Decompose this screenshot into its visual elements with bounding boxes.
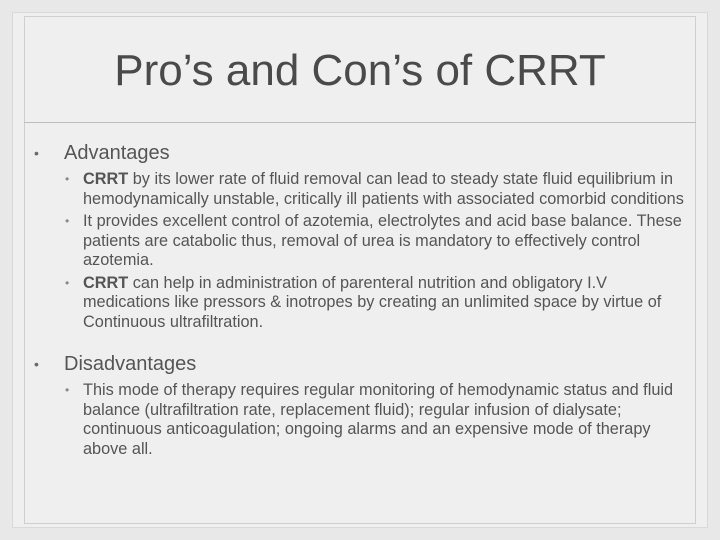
bullet-icon: • xyxy=(65,383,70,397)
list-item xyxy=(28,170,688,209)
slide-title: Pro’s and Con’s of CRRT xyxy=(114,46,606,95)
disadvantages-heading: Disadvantages xyxy=(64,353,197,375)
list-item xyxy=(28,212,688,271)
item-text: It provides excellent control of azotemia, electrolytes and acid base balance. These patients are catabolic thus, removal of urea is mandatory to effectively control azotemia. xyxy=(83,212,682,269)
bullet-icon: • xyxy=(34,356,39,372)
disadvantages-section xyxy=(28,351,688,459)
advantages-section xyxy=(28,140,688,332)
item-text: can help in administration of parenteral nutrition and obligatory I.V medications like pressors & inotropes by creating an unlimited space by virtue of Continuous ultrafiltration. xyxy=(83,273,662,331)
bullet-icon: • xyxy=(34,145,39,161)
disadvantages-list xyxy=(28,381,688,459)
bullet-icon: • xyxy=(65,275,70,290)
advantages-list xyxy=(28,170,688,332)
item-lead: CRRT xyxy=(83,273,129,292)
section-spacer xyxy=(28,335,688,351)
bullet-icon: • xyxy=(65,172,70,186)
list-item xyxy=(28,381,688,459)
item-text: This mode of therapy requires regular monitoring of hemodynamic status and fluid balance (ultrafiltration rate, replacement fluid); regular infusion of dialysate; continuous anticoagulation; ongoing alarms and an expensive mode of therapy above all. xyxy=(83,381,674,458)
advantages-heading: Advantages xyxy=(64,142,170,164)
title-divider xyxy=(24,122,696,123)
item-text: by its lower rate of fluid removal can lead to steady state fluid equilibrium in hemodynamically unstable, critically ill patients with associated comorbid conditions xyxy=(83,170,684,208)
slide-content xyxy=(28,140,688,462)
section-heading xyxy=(28,351,688,377)
item-lead: CRRT xyxy=(83,170,129,188)
bullet-icon: • xyxy=(65,214,70,228)
list-item xyxy=(28,274,688,333)
section-heading xyxy=(28,140,688,166)
